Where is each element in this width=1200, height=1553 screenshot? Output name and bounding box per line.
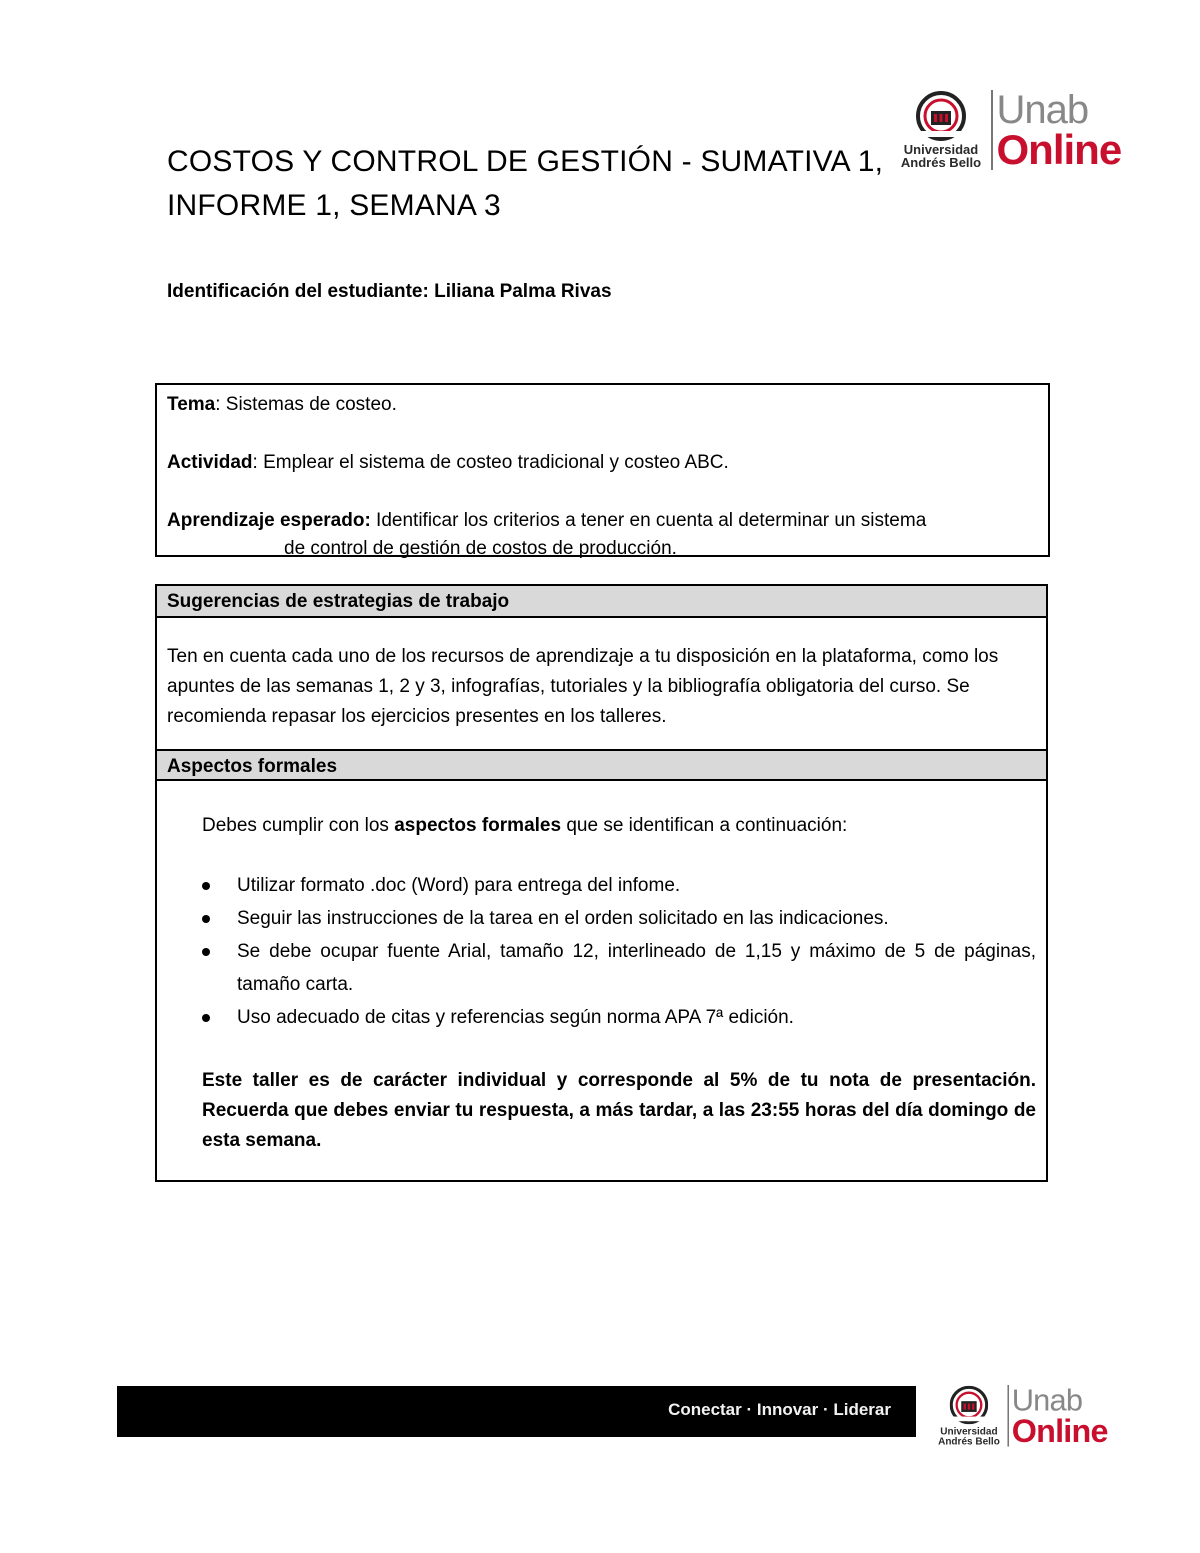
brand-wordmark	[1012, 1385, 1108, 1447]
university-name: Universidad Andrés Bello	[900, 142, 982, 170]
formal-intro: Debes cumplir con los aspectos formales que se identifican a continuación:	[202, 815, 848, 836]
crest-icon	[950, 1386, 989, 1425]
university-name: Universidad Andrés Bello	[938, 1425, 1000, 1447]
aprendizaje-value-2: de control de gestión de costos de producción.	[284, 538, 677, 559]
title-line-1: COSTOS Y CONTROL DE GESTIÓN - SUMATIVA 1,	[167, 145, 884, 178]
footer-logo	[932, 1385, 1108, 1447]
aprendizaje-value: Identificar los criterios a tener en cuenta al determinar un sistema	[370, 510, 927, 531]
tema-row	[167, 391, 1038, 419]
footer-bar	[117, 1386, 916, 1437]
footer-slogan: Conectar · Innovar · Liderar	[668, 1400, 891, 1419]
formal-heading: Aspectos formales	[157, 749, 1046, 781]
brand-unab: Unab	[996, 88, 1089, 132]
unab-online-logo	[893, 88, 1122, 173]
logo-divider	[1007, 1385, 1008, 1447]
strategies-body: Ten en cuenta cada uno de los recursos de aprendizaje a tu disposición en la plataforma, como los apuntes de las semanas 1, 2 y 3, infografías, tutoriales y la bibliografía obligatoria del curso. Se recomienda repasar los ejercicios presentes en los talleres.	[167, 646, 999, 727]
deadline-note: Este taller es de carácter individual y corresponde al 5% de tu nota de presentación. Recuerda que debes enviar tu respuesta, a más tardar, a las 23:55 horas del día domingo de esta semana.	[202, 1070, 1036, 1151]
brand-wordmark	[996, 88, 1122, 173]
instructions-box	[155, 584, 1048, 1182]
student-label: Identificación del estudiante:	[167, 281, 429, 302]
brand-unab: Unab	[1011, 1383, 1083, 1418]
logo-divider	[991, 90, 993, 170]
crest-icon	[916, 91, 966, 141]
university-emblem	[932, 1386, 1006, 1446]
aprendizaje-label: Aprendizaje esperado:	[167, 510, 371, 531]
activity-info-box	[155, 383, 1050, 557]
actividad-label: Actividad	[167, 452, 253, 473]
strategies-heading: Sugerencias de estrategias de trabajo	[157, 586, 1046, 618]
brand-online: Online	[996, 126, 1122, 173]
student-identification	[167, 281, 612, 303]
list-item: Uso adecuado de citas y referencias según norma APA 7ª edición.	[202, 1001, 1036, 1034]
actividad-value: : Emplear el sistema de costeo tradicional y costeo ABC.	[252, 452, 729, 473]
brand-online: Online	[1011, 1412, 1108, 1449]
document-title	[167, 140, 887, 228]
student-name: Liliana Palma Rivas	[434, 281, 612, 302]
formal-section	[157, 781, 1046, 1156]
title-line-2: INFORME 1, SEMANA 3	[167, 189, 501, 222]
actividad-row	[167, 449, 1038, 477]
list-item: Utilizar formato .doc (Word) para entrega del infome.	[202, 869, 1036, 902]
list-item: Se debe ocupar fuente Arial, tamaño 12, interlineado de 1,15 y máximo de 5 de páginas, tamaño carta.	[202, 935, 1036, 1001]
tema-value: : Sistemas de costeo.	[215, 394, 397, 415]
university-emblem	[893, 91, 989, 169]
tema-label: Tema	[167, 394, 216, 415]
list-item: Seguir las instrucciones de la tarea en el orden solicitado en las indicaciones.	[202, 902, 1036, 935]
aprendizaje-row	[167, 507, 1038, 535]
formal-bullet-list	[202, 869, 1036, 1034]
